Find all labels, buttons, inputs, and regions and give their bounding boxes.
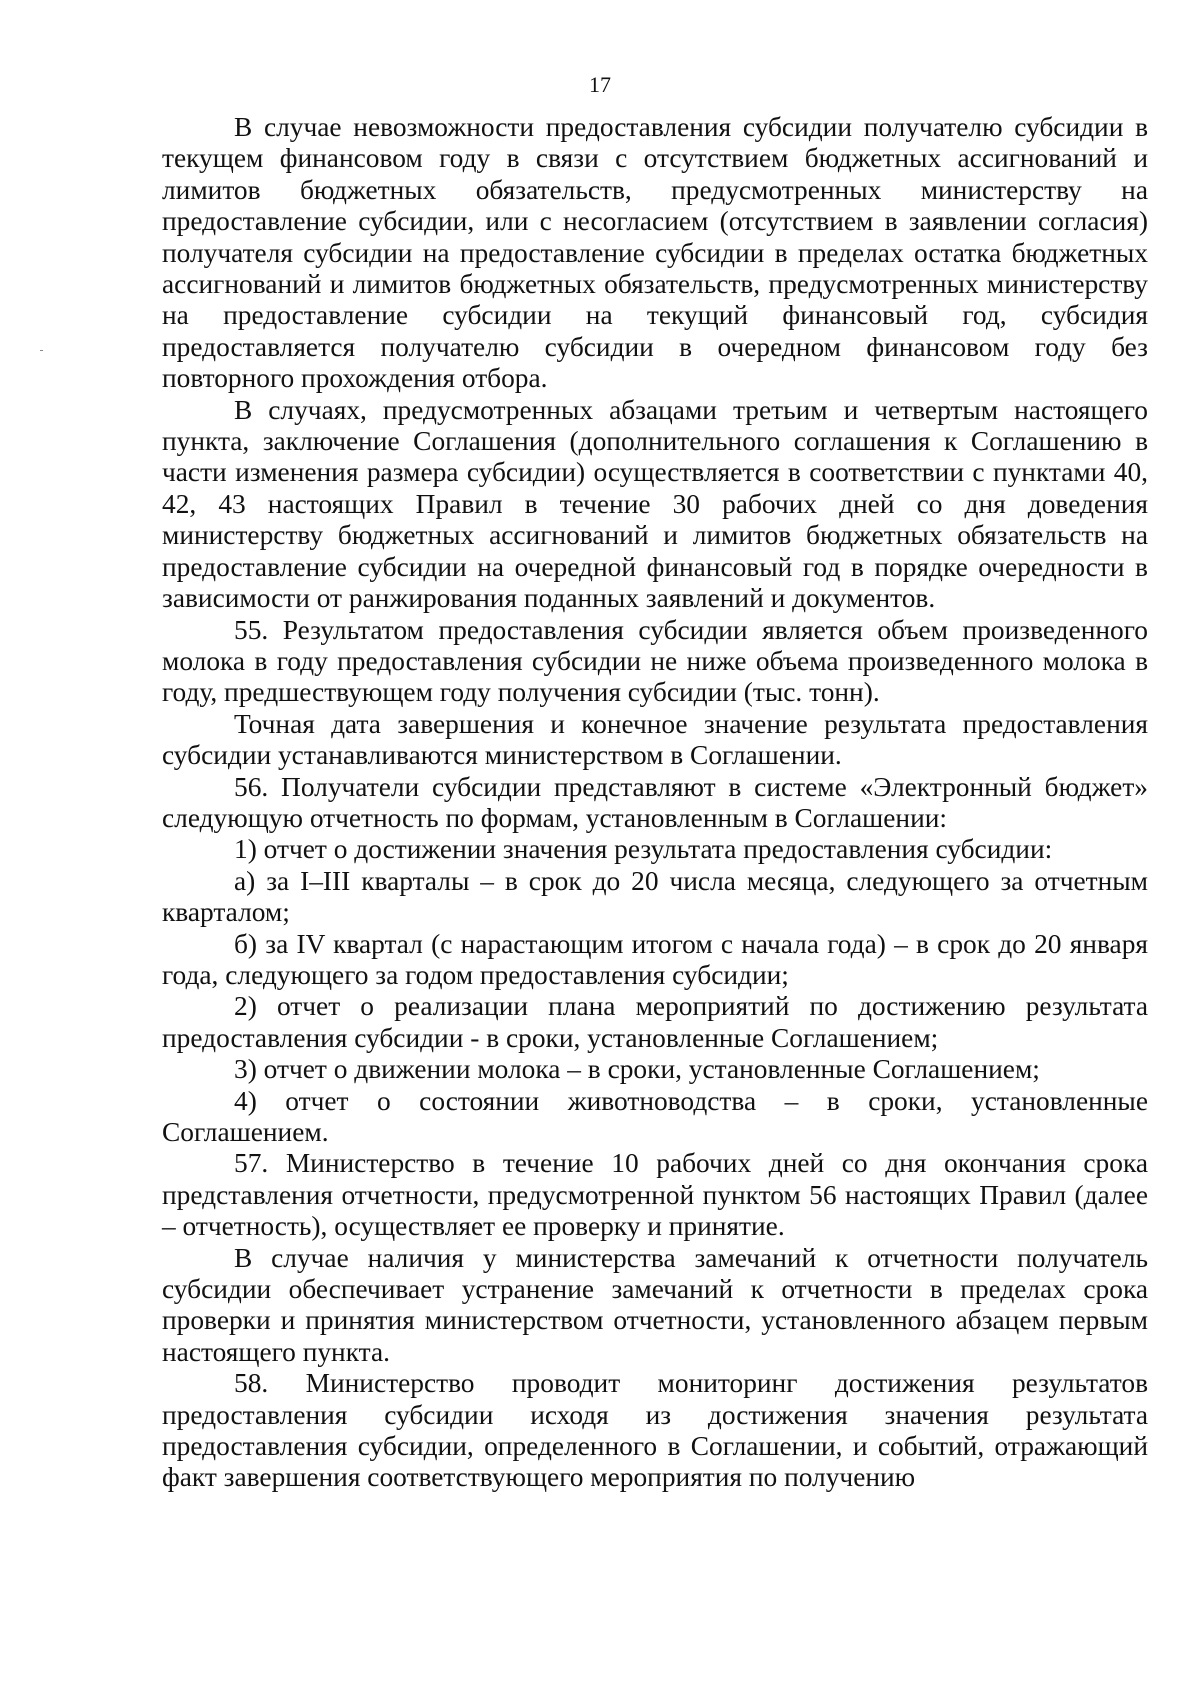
paragraph-clause-56: 56. Получатели субсидии представляют в системе «Электронный бюджет» следующую отчетность по формам, установленным в Соглашении: — [162, 771, 1148, 833]
document-body — [162, 112, 1148, 1494]
paragraph-clause-57: 57. Министерство в течение 10 рабочих дней со дня окончания срока представления отчетности, предусмотренной пунктом 56 настоящих Правил (далее – отчетность), осуществляет ее проверку и принятие. — [162, 1148, 1148, 1242]
paragraph-clause-55: 55. Результатом предоставления субсидии является объем произведенного молока в году предоставления субсидии не ниже объема произведенного молока в году, предшествующем году получения субсидии (тыс. тонн). — [162, 614, 1148, 708]
paragraph: В случае невозможности предоставления субсидии получателю субсидии в текущем финансовом году в связи с отсутствием бюджетных ассигнований и лимитов бюджетных обязательств, предусмотренных министерству на предоставление субсидии, или с несогласием (отсутствием в заявлении согласия) получателя субсидии на предоставление субсидии в пределах остатка бюджетных ассигнований и лимитов бюджетных обязательств, предусмотренных министерству на предоставление субсидии на текущий финансовый год, субсидия предоставляется получателю субсидии в очередном финансовом году без повторного прохождения отбора. — [162, 112, 1148, 394]
page-number: 17 — [589, 72, 611, 97]
list-item: 4) отчет о состоянии животноводства – в сроки, установленные Соглашением. — [162, 1085, 1148, 1147]
list-subitem: а) за I–III кварталы – в срок до 20 числа месяца, следующего за отчетным кварталом; — [162, 865, 1148, 928]
paragraph-clause-58: 58. Министерство проводит мониторинг достижения результатов предоставления субсидии исходя из достижения значения результата предоставления субсидии, определенного в Соглашении, и событий, отражающий факт завершения соответствующего мероприятия по получению — [162, 1368, 1148, 1493]
list-subitem: б) за IV квартал (с нарастающим итогом с начала года) – в срок до 20 января года, следующего за годом предоставления субсидии; — [162, 928, 1148, 990]
paragraph: В случаях, предусмотренных абзацами третьим и четвертым настоящего пункта, заключение Соглашения (дополнительного соглашения к Соглашению в части изменения размера субсидии) осуществляется в соответствии с пунктами 40, 42, 43 настоящих Правил в течение 30 рабочих дней со дня доведения министерству бюджетных ассигнований и лимитов бюджетных обязательств на предоставление субсидии на очередной финансовый год в порядке очередности в зависимости от ранжирования поданных заявлений и документов. — [162, 394, 1148, 614]
paragraph: В случае наличия у министерства замечаний к отчетности получатель субсидии обеспечивает устранение замечаний к отчетности в пределах срока проверки и принятия министерством отчетности, установленного абзацем первым настоящего пункта. — [162, 1242, 1148, 1367]
paragraph: Точная дата завершения и конечное значение результата предоставления субсидии устанавливаются министерством в Соглашении. — [162, 708, 1148, 771]
list-item: 2) отчет о реализации плана мероприятий по достижению результата предоставления субсидии - в сроки, установленные Соглашением; — [162, 991, 1148, 1053]
list-item: 3) отчет о движении молока – в сроки, установленные Соглашением; — [234, 1054, 1040, 1085]
margin-mark — [40, 350, 43, 351]
list-item: 1) отчет о достижении значения результата предоставления субсидии: — [234, 834, 1053, 865]
